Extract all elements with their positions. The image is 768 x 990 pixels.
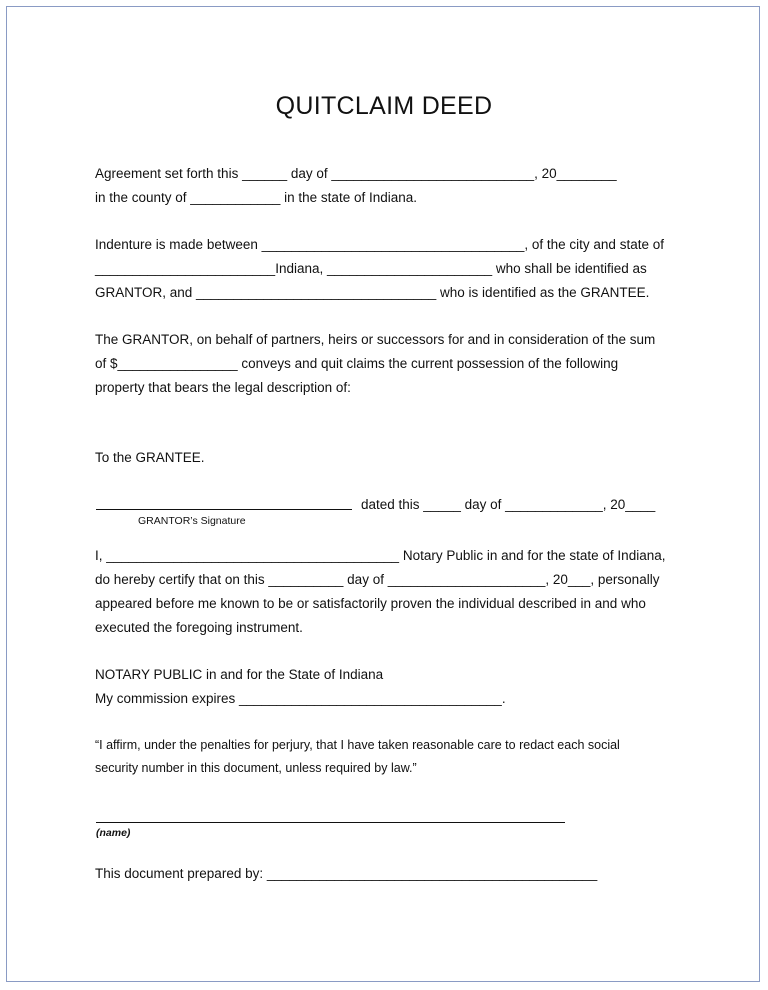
- agreement-line-2: in the county of ____________ in the state of Indiana.: [95, 190, 418, 205]
- affirm-line-2: security number in this document, unless required by law.”: [95, 761, 417, 775]
- commission-line: My commission expires ___________________________________.: [95, 691, 506, 706]
- affirm-line-1: “I affirm, under the penalties for perjury, that I have taken reasonable care to redact each social: [95, 738, 620, 752]
- notary-line-4: executed the foregoing instrument.: [95, 620, 303, 635]
- notary-line-3: appeared before me known to be or satisfactorily proven the individual described in and who: [95, 596, 646, 611]
- indenture-line-2: ________________________Indiana, ______________________ who shall be identified as: [95, 261, 647, 276]
- name-caption: (name): [96, 827, 131, 839]
- notary-line-1: I, _______________________________________ Notary Public in and for the state of Indiana,: [95, 548, 666, 563]
- indenture-line-1: Indenture is made between ___________________________________, of the city and state of: [95, 237, 664, 252]
- dated-line: dated this _____ day of _____________, 20____: [361, 497, 656, 512]
- to-grantee-line: To the GRANTEE.: [95, 450, 205, 465]
- notary-public-line: NOTARY PUBLIC in and for the State of Indiana: [95, 667, 384, 682]
- grantor-signature-caption: GRANTOR’s Signature: [138, 515, 246, 527]
- grantor-line-2: of $________________ conveys and quit claims the current possession of the following: [95, 356, 619, 371]
- grantor-line-3: property that bears the legal description of:: [95, 380, 351, 395]
- grantor-line-1: The GRANTOR, on behalf of partners, heirs or successors for and in consideration of the sum: [95, 332, 656, 347]
- prepared-by-line: This document prepared by: ____________________________________________: [95, 866, 598, 881]
- grantor-signature-rule: [96, 509, 352, 510]
- name-signature-rule: [96, 822, 565, 823]
- notary-line-2: do hereby certify that on this __________ day of _____________________, 20___, personally: [95, 572, 660, 587]
- page-title: QUITCLAIM DEED: [275, 92, 493, 120]
- agreement-line-1: Agreement set forth this ______ day of ___________________________, 20________: [95, 166, 617, 181]
- indenture-line-3: GRANTOR, and ________________________________ who is identified as the GRANTEE.: [95, 285, 650, 300]
